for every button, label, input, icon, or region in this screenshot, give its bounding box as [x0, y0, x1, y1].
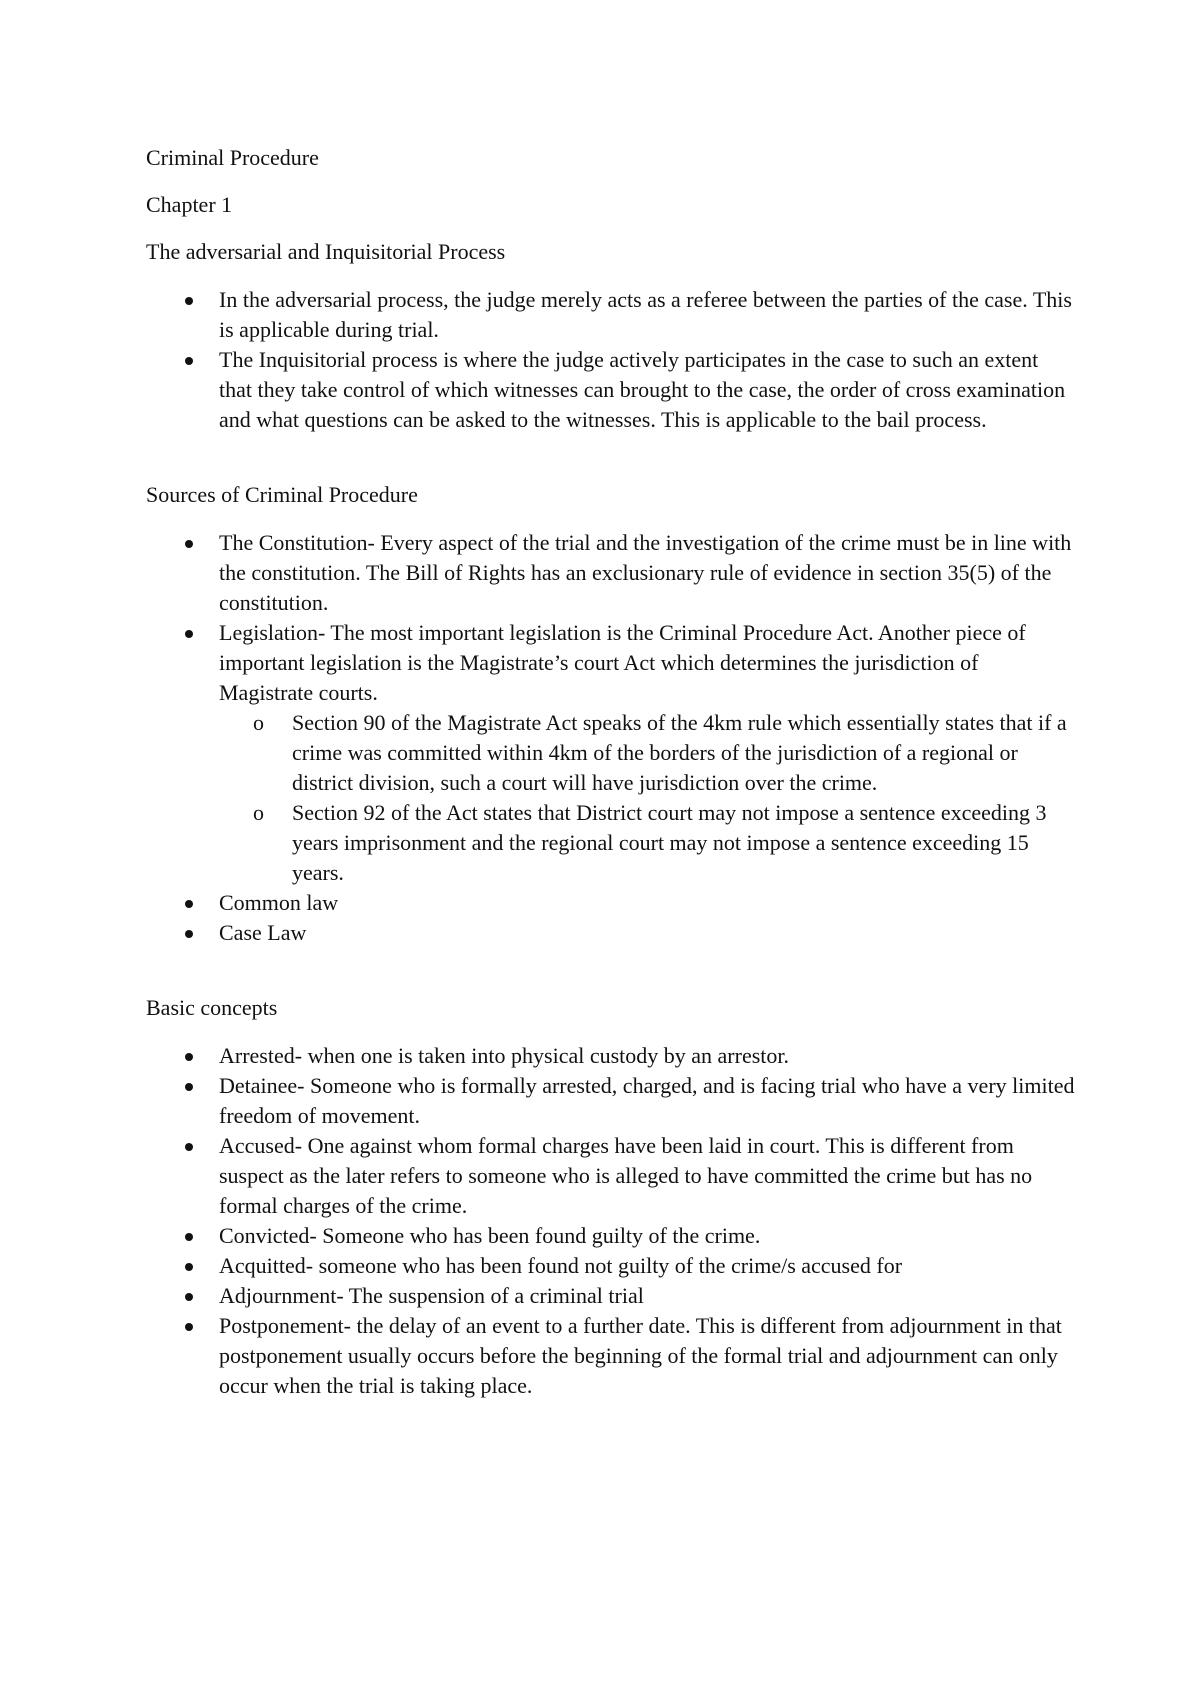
bullet-icon — [185, 1083, 193, 1091]
list-item-text: Common law — [219, 890, 339, 915]
list-item-text: Acquitted- someone who has been found not guilty of the crime/s accused for — [219, 1253, 903, 1278]
section-spacer — [146, 435, 1076, 481]
sub-list-item-text: Section 92 of the Act states that District court may not impose a sentence exceeding 3 years imprisonment and the regional court may not impose a sentence exceeding 15 years. — [292, 800, 1047, 885]
list-item — [146, 1311, 1076, 1401]
bullet-icon — [185, 297, 193, 305]
list-item — [146, 1251, 1076, 1281]
section-heading: The adversarial and Inquisitorial Process — [146, 239, 506, 264]
bullet-icon — [185, 1323, 193, 1331]
list-item-text: Arrested- when one is taken into physical custody by an arrestor. — [219, 1043, 790, 1068]
list-item — [146, 1041, 1076, 1071]
bullet-list — [146, 528, 1076, 948]
list-item-text: Legislation- The most important legislation is the Criminal Procedure Act. Another piece of important legislation is the Magistrate’s court Act which determines the jurisdiction of Magistrate courts. — [219, 620, 1026, 705]
bullet-icon — [185, 1263, 193, 1271]
bullet-icon — [185, 1293, 193, 1301]
list-item-text: Accused- One against whom formal charges have been laid in court. This is different from suspect as the later refers to someone who is alleged to have committed the crime but has no formal charges of the crime. — [219, 1133, 1033, 1218]
list-item — [146, 285, 1076, 345]
list-item — [146, 918, 1076, 948]
bullet-icon — [185, 1233, 193, 1241]
document-title: Criminal Procedure — [146, 145, 319, 170]
section-heading: Sources of Criminal Procedure — [146, 482, 418, 507]
list-item-text: In the adversarial process, the judge merely acts as a referee between the parties of the case. This is applicable during trial. — [219, 287, 1072, 342]
section-heading: Basic concepts — [146, 995, 278, 1020]
sub-bullet-icon: o — [253, 800, 264, 825]
document-page — [146, 144, 1076, 1401]
bullet-icon — [185, 357, 193, 365]
list-item — [146, 1221, 1076, 1251]
list-item-text: Postponement- the delay of an event to a further date. This is different from adjournment in that postponement usually occurs before the beginning of the formal trial and adjournment can only occur when the trial is taking place. — [219, 1313, 1062, 1398]
sub-list-item-text: Section 90 of the Magistrate Act speaks of the 4km rule which essentially states that if a crime was committed within 4km of the borders of the jurisdiction of a regional or district division, such a court will have jurisdiction over the crime. — [292, 710, 1067, 795]
sub-bullet-list — [219, 708, 1076, 888]
bullet-list — [146, 1041, 1076, 1401]
sub-bullet-icon: o — [253, 710, 264, 735]
bullet-list — [146, 285, 1076, 435]
list-item — [146, 1131, 1076, 1221]
list-item-text: The Constitution- Every aspect of the trial and the investigation of the crime must be in line with the constitution. The Bill of Rights has an exclusionary rule of evidence in section 35(5) of the constitution. — [219, 530, 1072, 615]
list-item — [146, 1071, 1076, 1131]
list-item-text: The Inquisitorial process is where the judge actively participates in the case to such an extent that they take control of which witnesses can brought to the case, the order of cross examination and what questions can be asked to the witnesses. This is applicable to the bail process. — [219, 347, 1066, 432]
bullet-icon — [185, 630, 193, 638]
section-spacer — [146, 948, 1076, 994]
chapter-label: Chapter 1 — [146, 192, 233, 217]
bullet-icon — [185, 900, 193, 908]
list-item — [146, 1281, 1076, 1311]
list-item-text: Detainee- Someone who is formally arrested, charged, and is facing trial who have a very limited freedom of movement. — [219, 1073, 1075, 1128]
bullet-icon — [185, 540, 193, 548]
list-item — [146, 528, 1076, 618]
bullet-icon — [185, 1143, 193, 1151]
bullet-icon — [185, 930, 193, 938]
list-item — [146, 888, 1076, 918]
bullet-icon — [185, 1053, 193, 1061]
list-item-text: Convicted- Someone who has been found guilty of the crime. — [219, 1223, 761, 1248]
list-item — [146, 618, 1076, 888]
list-item-text: Case Law — [219, 920, 307, 945]
sub-list-item — [219, 708, 1076, 798]
list-item-text: Adjournment- The suspension of a criminal trial — [219, 1283, 644, 1308]
sub-list-item — [219, 798, 1076, 888]
list-item — [146, 345, 1076, 435]
